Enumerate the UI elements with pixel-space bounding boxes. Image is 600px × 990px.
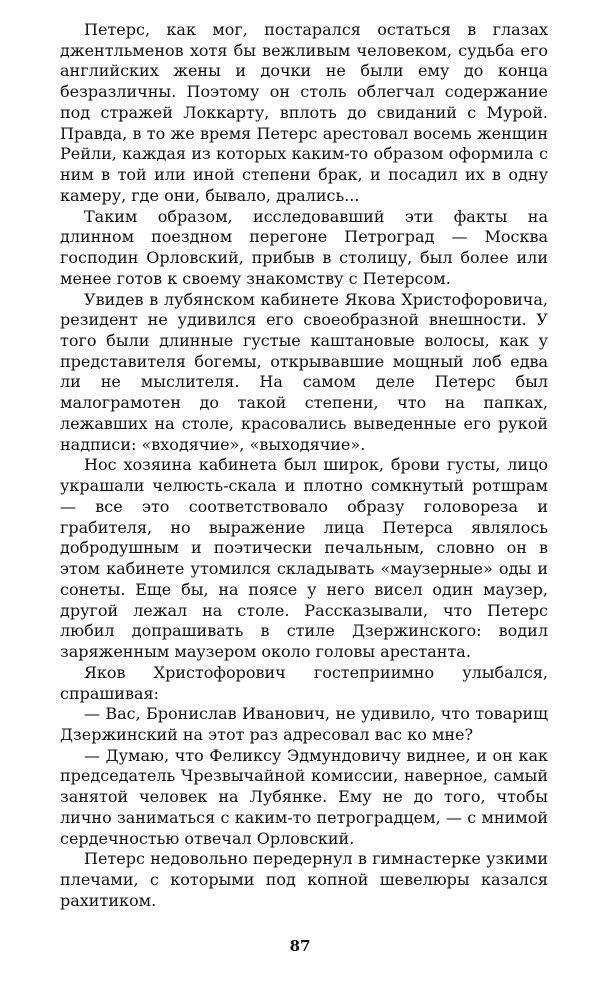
paragraph-4: Нос хозяина кабинета был широк, брови густы, лицо украшали челюсть-скала и плотно сомкнутый ротшрам — все это соответствовало образу головореза и грабителя, но выражение лица Петерса являлось добродушным и поэтически печальным, словно он в этом кабинете утомился складывать «маузерные» оды и сонеты. Еще бы, на поясе у него висел один маузер, другой лежал на столе. Рассказывали, что Петерс любил допрашивать в стиле Дзержинского: водил заряженным маузером около головы арестанта. — [60, 455, 548, 662]
page-number: 87 — [289, 937, 311, 955]
body-text — [60, 20, 548, 912]
paragraph-8: Петерс недовольно передернул в гимнастерке узкими плечами, с которыми под копной шевелюры казался рахитиком. — [60, 849, 548, 910]
paragraph-2: Таким образом, исследовавший эти факты на длинном поездном перегоне Петроград — Москва господин Орловский, прибыв в столицу, был более или менее готов к своему знакомству с Петерсом. — [60, 206, 548, 288]
paragraph-7: — Думаю, что Феликсу Эдмундовичу виднее, и он как председатель Чрезвычайной комиссии, наверное, самый занятой человек на Лубянке. Ему не до того, чтобы лично заниматься с каким-то петроградцем, — с мнимой сердечностью отвечал Орловский. — [60, 745, 548, 848]
paragraph-5: Яков Христофорович гостеприимно улыбался, спрашивая: — [60, 662, 548, 703]
paragraph-3: Увидев в лубянском кабинете Якова Христофоровича, резидент не удивился его своеобразной внешности. У того были длинные густые каштановые волосы, как у представителя богемы, открывавшие мощный лоб едва ли не мыслителя. На самом деле Петерс был малограмотен до такой степени, что на папках, лежавших на столе, красовались выведенные его рукой надписи: «входячие», «выходячие». — [60, 289, 548, 454]
paragraph-6: — Вас, Бронислав Иванович, не удивило, что товарищ Дзержинский на этот раз адресовал вас ко мне? — [60, 704, 548, 744]
paragraph-1: Петерс, как мог, постарался остаться в глазах джентльменов хотя бы вежливым человеком, судьба его английских жены и дочки не были ему до конца безразличны. Поэтому он столь облегчал содержание под стражей Локкарту, вплоть до свиданий с Мурой. Правда, в то же время Петерс арестовал восемь женщин Рейли, каждая из которых каким-то образом оформила с ним в той или иной степени брак, и посадил их в одну камеру, где они, бывало, дрались... — [60, 20, 548, 205]
